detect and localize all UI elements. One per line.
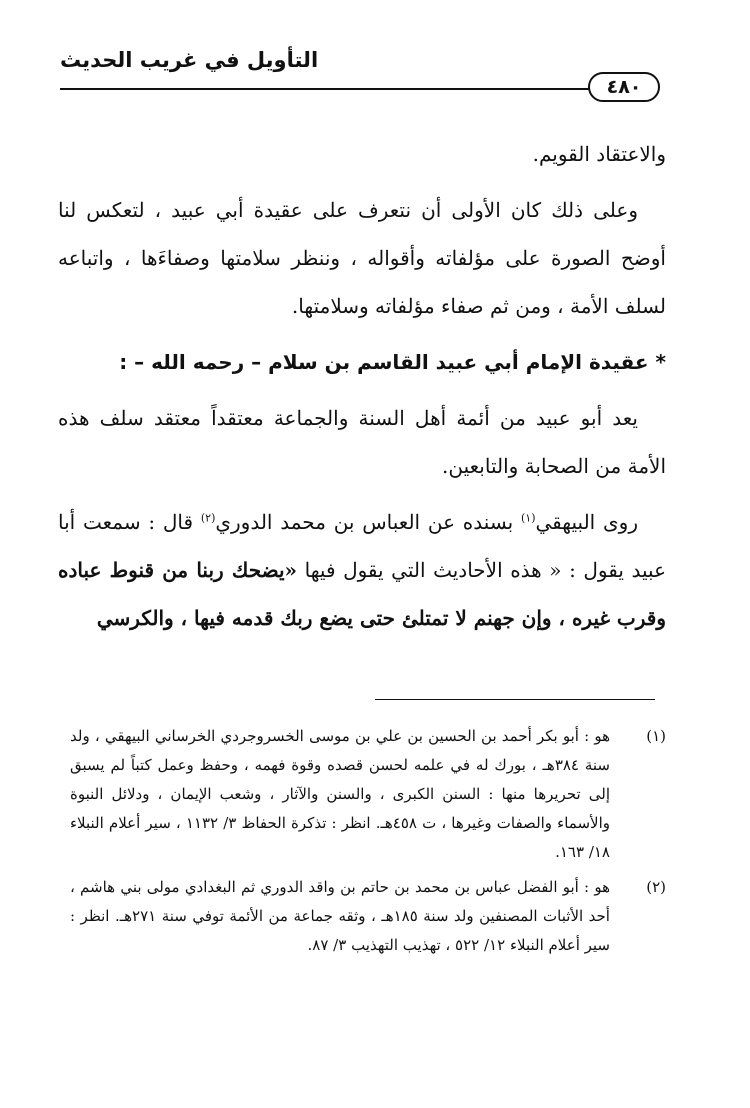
footnotes	[70, 722, 666, 966]
paragraph-4	[58, 498, 666, 642]
footnote-1-number: (١)	[646, 727, 666, 745]
paragraph-4-part-b: بسنده عن العباس بن محمد الدوري	[215, 510, 521, 534]
footnote-2	[70, 873, 666, 960]
footnote-separator	[375, 699, 655, 700]
page-number: ٤٨٠	[588, 72, 660, 102]
paragraph-4-part-c: قال : سمعت أبا عبيد يقول : « هذه الأحاديث التي يقول فيها	[58, 510, 666, 582]
paragraph-1: والاعتقاد القويم.	[532, 142, 666, 166]
paragraph-2: وعلى ذلك كان الأولى أن نتعرف على عقيدة أبي عبيد ، لتعكس لنا أوضح الصورة على مؤلفاته وأقواله ، وننظر سلامتها وصفاءَها ، واتباعه لسلف الأمة ، ومن ثم صفاء مؤلفاته وسلامتها.	[58, 198, 666, 318]
footnote-ref-1[interactable]: (١)	[521, 511, 536, 525]
section-heading: * عقيدة الإمام أبي عبيد القاسم بن سلام – رحمه الله – :	[119, 350, 666, 374]
footnote-1	[70, 722, 666, 867]
header-rule	[60, 88, 590, 90]
footnote-2-number: (٢)	[646, 878, 666, 896]
paragraph-4-part-a: روى البيهقي	[535, 510, 638, 534]
main-text	[58, 130, 666, 642]
footnote-ref-2[interactable]: (٢)	[200, 511, 216, 525]
running-header-title: التأويل في غريب الحديث	[60, 48, 319, 72]
footnote-1-text: هو : أبو بكر أحمد بن الحسين بن علي بن موسى الخسروجردي الخرساني البيهقي ، ولد سنة ٣٨٤هـ ، بورك له في علمه لحسن قصده وقوة فهمه ، وحفظ وعمل كتباً لم يسبق إلى تحريرها منها : السنن الكبرى ، والسنن والآثار ، وشعب الإيمان ، ودلائل النبوة والأسماء والصفات وغيرها ، ت ٤٥٨هـ. انظر : تذكرة الحفاظ ٣/ ١١٣٢ ، سير أعلام النبلاء ١٨/ ١٦٣.	[70, 727, 610, 861]
hadith-quote: «يضحك ربنا من قنوط عباده وقرب غيره ، وإن جهنم لا تمتلئ حتى يضع ربك قدمه فيها ، والكرسي	[58, 558, 666, 630]
paragraph-3: يعد أبو عبيد من أئمة أهل السنة والجماعة معتقداً معتقد سلف هذه الأمة من الصحابة والتابعين.	[58, 406, 666, 478]
footnote-2-text: هو : أبو الفضل عباس بن محمد بن حاتم بن واقد الدوري ثم البغدادي مولى بني هاشم ، أحد الأثبات المصنفين ولد سنة ١٨٥هـ ، وثقه جماعة من الأئمة توفي سنة ٢٧١هـ. انظر : سير أعلام النبلاء ١٢/ ٥٢٢ ، تهذيب التهذيب ٣/ ٨٧.	[70, 878, 610, 954]
